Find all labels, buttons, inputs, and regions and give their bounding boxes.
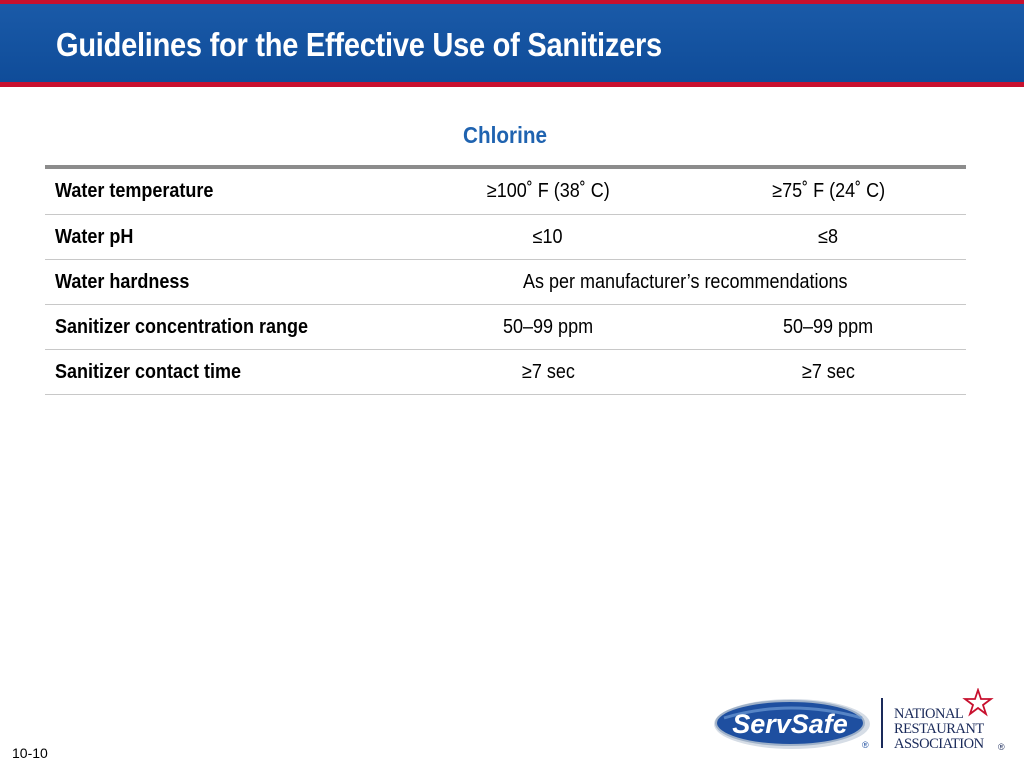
page-number: 10-10 xyxy=(12,745,48,761)
footer-logos xyxy=(712,688,1012,758)
table-cell: ≥75˚ F (24˚ C) xyxy=(691,167,966,215)
star-icon xyxy=(965,690,991,714)
table-row xyxy=(45,260,966,305)
row-label: Water pH xyxy=(45,215,405,260)
table-subtitle: Chlorine xyxy=(463,122,547,148)
servsafe-logo xyxy=(714,699,870,750)
table-row xyxy=(45,350,966,395)
table-cell: ≤10 xyxy=(405,215,690,260)
row-label: Water temperature xyxy=(45,167,405,215)
table-cell: 50–99 ppm xyxy=(691,305,966,350)
svg-text:®: ® xyxy=(998,742,1005,752)
nra-logo xyxy=(894,690,1005,752)
row-label: Sanitizer concentration range xyxy=(45,305,405,350)
table-cell: As per manufacturer’s recommendations xyxy=(405,260,966,305)
logo-divider xyxy=(881,698,883,748)
servsafe-wordmark: ServSafe xyxy=(732,709,848,739)
header-bar xyxy=(0,4,1024,82)
table-cell: 50–99 ppm xyxy=(405,305,690,350)
table-cell: ≥7 sec xyxy=(405,350,690,395)
svg-text:®: ® xyxy=(862,740,869,750)
table-row xyxy=(45,305,966,350)
svg-text:ASSOCIATION: ASSOCIATION xyxy=(894,736,984,752)
svg-text:NATIONAL: NATIONAL xyxy=(894,706,964,722)
slide-title: Guidelines for the Effective Use of Sanitizers xyxy=(56,26,662,63)
table-cell: ≤8 xyxy=(691,215,966,260)
table-row xyxy=(45,215,966,260)
table-row xyxy=(45,167,966,215)
sanitizer-guidelines-table xyxy=(45,165,966,395)
table-cell: ≥100˚ F (38˚ C) xyxy=(405,167,690,215)
row-label: Water hardness xyxy=(45,260,405,305)
table-cell: ≥7 sec xyxy=(691,350,966,395)
header-bottom-stripe xyxy=(0,82,1024,87)
svg-text:RESTAURANT: RESTAURANT xyxy=(894,721,984,737)
row-label: Sanitizer contact time xyxy=(45,350,405,395)
logos-svg xyxy=(712,688,1012,758)
